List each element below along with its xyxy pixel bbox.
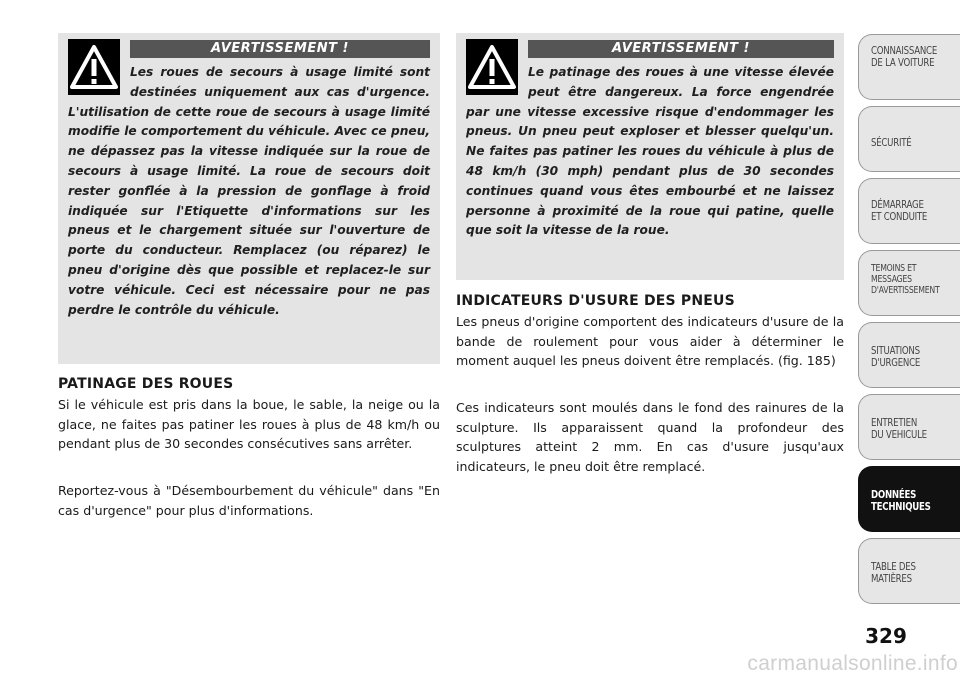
paragraph-wheel-spin-1: Si le véhicule est pris dans la boue, le sable, la neige ou la glace, ne faites pas patiner les roues à plus de 48 km/h ou pendant plus de 30 secondes consécutives sans arrêter. bbox=[58, 397, 440, 452]
section-heading-wheel-spin: PATINAGE DES ROUES bbox=[58, 376, 234, 392]
paragraph-wear-indicators-1: Les pneus d'origine comportent des indicateurs d'usure de la bande de roulement pour vous aider à déterminer le moment auquel les pneus doivent être remplacés. (fig. 185) bbox=[456, 314, 844, 369]
warning-title: AVERTISSEMENT ! bbox=[528, 40, 834, 58]
watermark: carmanualsonline.info bbox=[747, 652, 958, 675]
warning-text: Les roues de secours à usage limité sont destinées uniquement aux cas d'urgence. L'utilisation de cette roue de secours à usage limité modifie le comportement du véhicule. Avec ce pneu, ne dépassez pas la vitesse indiquée sur la roue de secours à usage limité. La roue de secours doit rester gonflée à la pression de gonflage à froid indiquée sur l'Etiquette d'informations sur les pneus et le chargement située sur l'ouverture de porte du conducteur. Remplacez (ou réparez) le pneu d'origine dès que possible et replacez-le sur votre véhicule. Ceci est nécessaire pour ne pas perdre le contrôle du véhicule. bbox=[68, 65, 430, 317]
tab-connaissance-de-la-voiture[interactable] bbox=[858, 34, 960, 100]
warning-title: AVERTISSEMENT ! bbox=[130, 40, 430, 58]
tab-label: DÉMARRAGE ET CONDUITE bbox=[871, 199, 928, 223]
tab-situations-d-urgence[interactable] bbox=[858, 322, 960, 388]
left-warning-box bbox=[58, 33, 440, 364]
tab-label: CONNAISSANCE DE LA VOITURE bbox=[871, 45, 938, 69]
tab-label: DONNÉES TECHNIQUES bbox=[871, 489, 931, 513]
tab-label: SÉCURITÉ bbox=[871, 137, 912, 149]
tab-securite[interactable] bbox=[858, 106, 960, 172]
tab-label: ENTRETIEN DU VEHICULE bbox=[871, 417, 927, 441]
section-heading-wear-indicators: INDICATEURS D'USURE DES PNEUS bbox=[456, 293, 735, 309]
page-number: 329 bbox=[865, 624, 907, 648]
tab-label: TEMOINS ET MESSAGES D'AVERTISSEMENT bbox=[871, 263, 940, 296]
tab-donnees-techniques[interactable] bbox=[858, 466, 960, 532]
paragraph-wheel-spin-2: Reportez-vous à "Désembourbement du véhicule" dans "En cas d'urgence" pour plus d'informations. bbox=[58, 483, 440, 518]
tab-label: SITUATIONS D'URGENCE bbox=[871, 345, 921, 369]
tab-demarrage-et-conduite[interactable] bbox=[858, 178, 960, 244]
tab-label: TABLE DES MATIÈRES bbox=[871, 561, 916, 585]
tab-entretien-du-vehicule[interactable] bbox=[858, 394, 960, 460]
tab-table-des-matieres[interactable] bbox=[858, 538, 960, 604]
right-warning-box bbox=[456, 33, 844, 280]
warning-text: Le patinage des roues à une vitesse élevée peut être dangereux. La force engendrée par une vitesse excessive risque d'endommager les pneus. Un pneu peut exploser et blesser quelqu'un. Ne faites pas patiner les roues du véhicule à plus de 48 km/h (30 mph) pendant plus de 30 secondes continues quand vous êtes embourbé et ne laissez personne à proximité de la roue qui patine, quelle que soit la vitesse de la roue. bbox=[466, 65, 834, 238]
tab-temoins-et-messages[interactable] bbox=[858, 250, 960, 316]
paragraph-wear-indicators-2: Ces indicateurs sont moulés dans le fond des rainures de la sculpture. Ils apparaissent quand la profondeur des sculptures atteint 2 mm. En cas d'usure jusqu'aux indicateurs, le pneu doit être remplacé. bbox=[456, 400, 844, 474]
